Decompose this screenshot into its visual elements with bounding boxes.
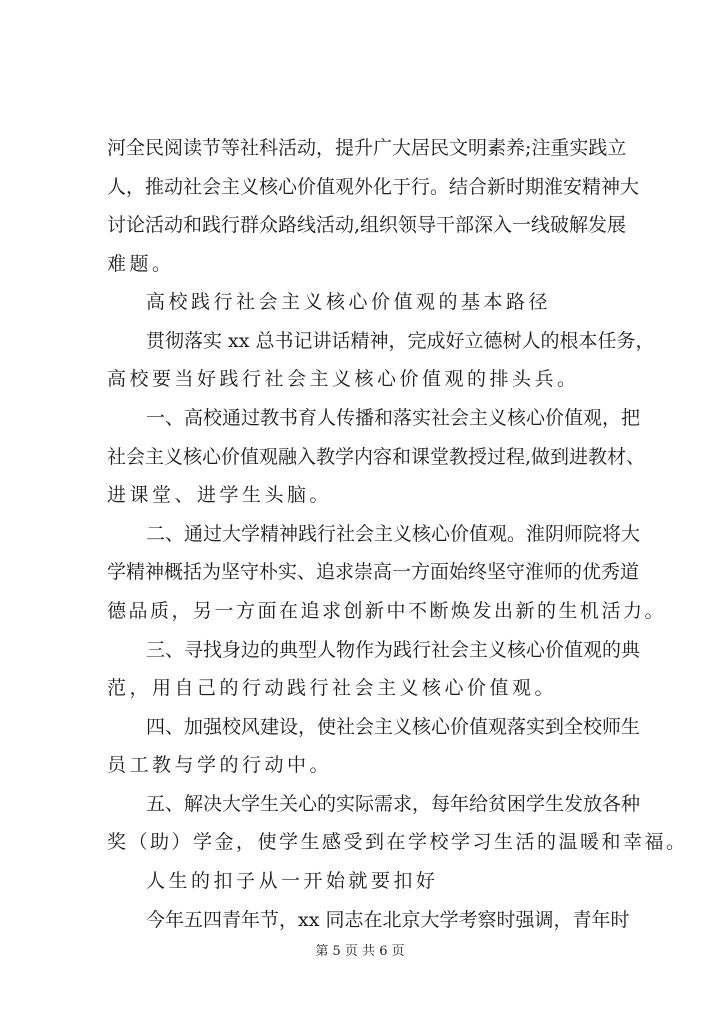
text-line: 学精神概括为坚守朴实、追求崇高一方面始终坚守淮师的优秀道 bbox=[107, 561, 640, 583]
text-line: 德品质，另一方面在追求创新中不断焕发出新的生机活力。 bbox=[107, 600, 667, 622]
text-line: 奖（助）学金，使学生感受到在学校学习生活的温暖和幸福。 bbox=[107, 831, 688, 853]
text-line: 难题。 bbox=[107, 253, 175, 275]
text-line: 三、寻找身边的典型人物作为践行社会主义核心价值观的典 bbox=[146, 639, 641, 661]
text-line: 进课堂、进学生头脑。 bbox=[107, 484, 333, 506]
text-line: 范，用自己的行动践行社会主义核心价值观。 bbox=[107, 677, 558, 699]
text-line: 四、加强校风建设，使社会主义核心价值观落实到全校师生 bbox=[146, 716, 641, 738]
text-line: 贯彻落实 xx 总书记讲话精神，完成好立德树人的根本任务， bbox=[146, 330, 655, 352]
text-line: 员工教与学的行动中。 bbox=[107, 754, 333, 776]
text-line: 一、高校通过教书育人传播和落实社会主义核心价值观，把 bbox=[146, 407, 641, 429]
text-line: 社会主义核心价值观融入教学内容和课堂教授过程,做到进教材、 bbox=[107, 446, 646, 468]
page-footer: 第 5 页 共 6 页 bbox=[315, 944, 405, 959]
text-line: 高校要当好践行社会主义核心价值观的排头兵。 bbox=[107, 368, 580, 390]
text-line: 河全民阅读节等社科活动，提升广大居民文明素养;注重实践立 bbox=[107, 137, 627, 159]
text-line: 讨论活动和践行群众路线活动,组织领导干部深入一线破解发展 bbox=[107, 214, 627, 236]
section-heading: 人生的扣子从一开始就要扣好 bbox=[146, 870, 439, 892]
text-line: 五、解决大学生关心的实际需求，每年给贫困学生发放各种 bbox=[146, 793, 641, 815]
section-heading: 高校践行社会主义核心价值观的基本路径 bbox=[146, 291, 552, 313]
text-line: 二、通过大学精神践行社会主义核心价值观。淮阴师院将大 bbox=[146, 523, 641, 545]
text-line: 今年五四青年节，xx 同志在北京大学考察时强调，青年时 bbox=[146, 909, 630, 931]
text-line: 人，推动社会主义核心价值观外化于行。结合新时期淮安精神大 bbox=[107, 176, 640, 198]
